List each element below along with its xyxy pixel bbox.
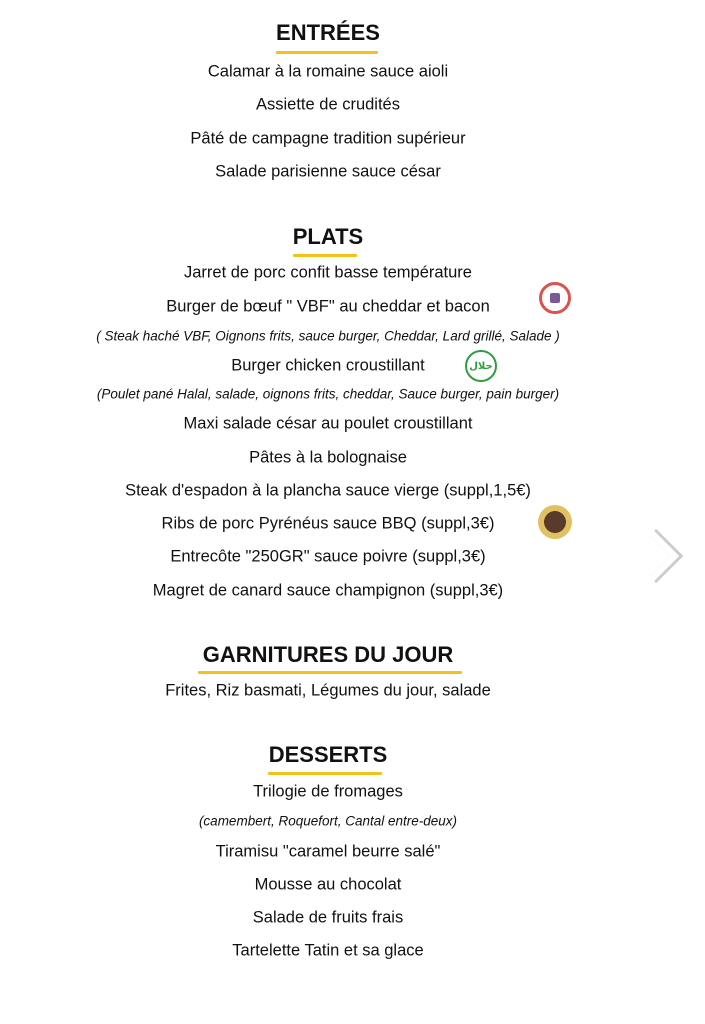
menu-item: Pâtes à la bolognaise: [249, 448, 407, 467]
menu-item-description: (camembert, Roquefort, Cantal entre-deux): [198, 813, 458, 829]
title-underline: [276, 51, 378, 54]
menu-item: Maxi salade césar au poulet croustillant: [183, 414, 473, 433]
menu-item: Mousse au chocolat: [254, 875, 402, 894]
title-underline: [268, 772, 382, 775]
menu-item: Steak d'espadon à la plancha sauce vierge (suppl,1,5€): [125, 481, 531, 500]
section-title-desserts: DESSERTS: [268, 742, 388, 767]
menu-item: Tiramisu "caramel beurre salé": [215, 842, 441, 861]
menu-item: Entrecôte "250GR" sauce poivre (suppl,3€): [170, 547, 486, 566]
menu-item: Salade parisienne sauce césar: [215, 162, 441, 181]
menu-item-description: ( Steak haché VBF, Oignons frits, sauce burger, Cheddar, Lard grillé, Salade ): [96, 328, 560, 344]
section-title-plats: PLATS: [292, 224, 364, 249]
menu-item: Burger de bœuf " VBF" au cheddar et bacon: [166, 297, 490, 316]
title-underline: [198, 671, 462, 674]
chevron-right-icon[interactable]: [645, 528, 685, 584]
menu-item-description: (Poulet pané Halal, salade, oignons frits, cheddar, Sauce burger, pain burger): [96, 386, 560, 402]
menu-item: Assiette de crudités: [256, 95, 400, 114]
menu-item: Frites, Riz basmati, Légumes du jour, salade: [165, 681, 491, 700]
title-underline: [293, 254, 357, 257]
halal-logo-icon: حلال: [465, 350, 497, 382]
menu-item: Pâté de campagne tradition supérieur: [190, 129, 466, 148]
menu-item: Ribs de porc Pyrénéus sauce BBQ (suppl,3€): [161, 514, 495, 533]
section-title-entrees: ENTRÉES: [276, 20, 380, 45]
section-title-garnitures: GARNITURES DU JOUR: [202, 642, 454, 667]
menu-item: Calamar à la romaine sauce aioli: [207, 62, 449, 81]
menu-item: Tartelette Tatin et sa glace: [232, 941, 424, 960]
menu-item: Magret de canard sauce champignon (suppl,3€): [152, 581, 504, 600]
menu-item: Salade de fruits frais: [252, 908, 404, 927]
menu-item: Jarret de porc confit basse température: [184, 263, 472, 282]
menu-item: Burger chicken croustillant: [231, 356, 425, 375]
vbf-logo-icon: [539, 282, 571, 314]
menu-item: Trilogie de fromages: [253, 782, 403, 801]
pyreneus-logo-icon: [538, 505, 572, 539]
